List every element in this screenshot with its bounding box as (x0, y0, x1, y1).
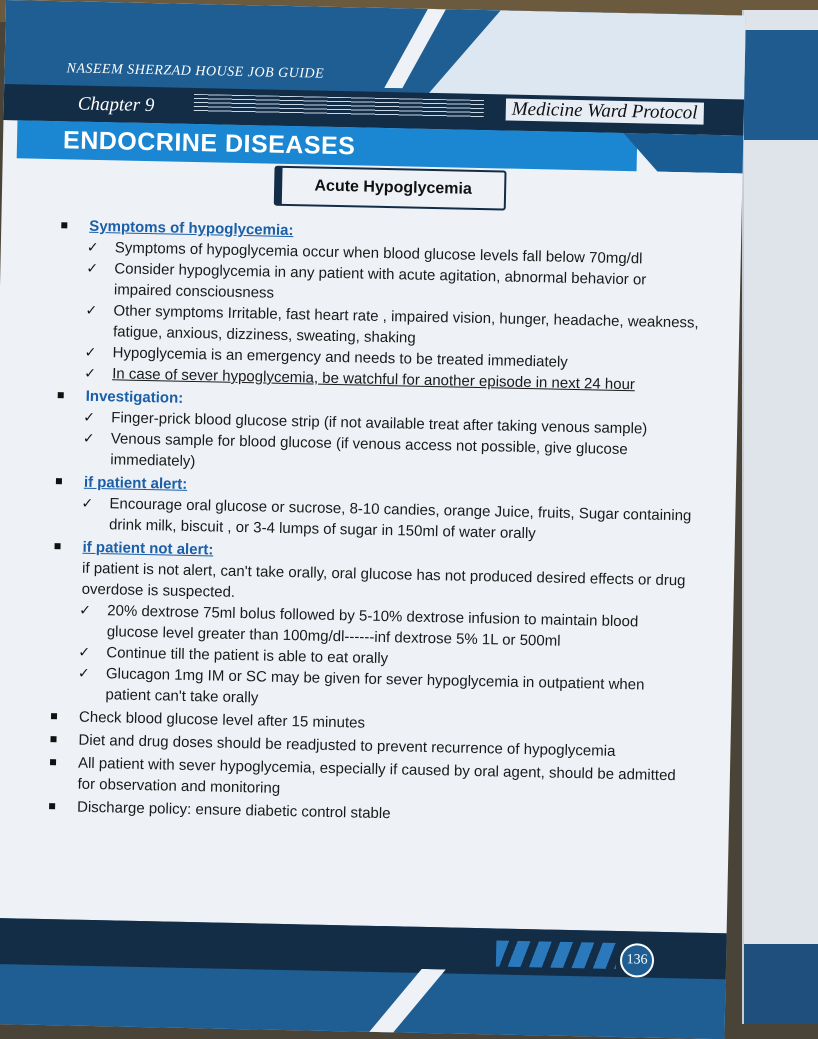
checkmark-icon: ✓ (86, 238, 99, 255)
adjacent-page-footer-band (744, 944, 818, 1024)
page-number: 136 (620, 943, 655, 978)
guide-title: NASEEM SHERZAD HOUSE JOB GUIDE (66, 61, 325, 82)
section-heading: Symptoms of hypoglycemia: (89, 217, 294, 240)
list-item: ✓ Symptoms of hypoglycemia occur when blood glucose levels fall below 70mg/dl (86, 238, 643, 268)
list-item: ✓ Continue till the patient is able to eat orally (78, 643, 389, 668)
not-alert-intro: if patient is not alert, can't take orally, oral glucose has not produced desired effects or drug overdose is suspected. (81, 559, 686, 601)
list-item: ✓ Venous sample for blood glucose (if venous access not possible, give glucose immediately) (82, 429, 628, 471)
section-heading: Investigation: (85, 387, 184, 407)
not-alert-list (51, 599, 693, 717)
checkmark-icon: ✓ (81, 494, 94, 511)
adjacent-page-header-band (744, 30, 818, 140)
square-bullet-icon (55, 543, 61, 549)
square-bullet-icon (50, 759, 56, 765)
square-bullet-icon (61, 222, 67, 228)
square-bullet-icon (56, 478, 62, 484)
checkmark-icon: ✓ (84, 364, 97, 381)
square-bullet-icon (50, 736, 56, 742)
final-bullet: Check blood glucose level after 15 minutes (51, 706, 691, 740)
chapter-title-bar-accent (623, 133, 746, 174)
list-item: ✓ Other symptoms Irritable, fast heart rate , impaired vision, hunger, headache, weakness, fatigue, anxious, dizziness, sweating, shaking (85, 301, 699, 347)
checkmark-icon: ✓ (77, 664, 90, 681)
list-item: ✓ Consider hypoglycemia in any patient with acute agitation, abnormal behavior or impaired consciousness (86, 259, 647, 302)
content-area (49, 213, 702, 830)
section-heading: if patient not alert: (82, 538, 214, 559)
topic-title: Acute Hypoglycemia (314, 177, 473, 198)
chapter-label: Chapter 9 (77, 93, 155, 117)
list-item: ✓ In case of sever hypoglycemia, be watchful for another episode in next 24 hour (84, 364, 636, 394)
list-item: ✓ Finger-prick blood glucose strip (if not available treat after taking venous sample) (83, 408, 648, 438)
section-heading: if patient alert: (83, 473, 188, 493)
checkmark-icon: ✓ (84, 343, 97, 360)
square-bullet-icon (49, 803, 55, 809)
final-bullet: Discharge policy: ensure diabetic control stable (49, 796, 689, 830)
list-item: ✓ Encourage oral glucose or sucrose, 8-10 candies, orange Juice, fruits, Sugar containing drink milk, biscuit , or 3-4 lumps of sugar in 150ml of water orally (81, 494, 692, 543)
adjacent-page (742, 10, 818, 1024)
topic-box (274, 166, 507, 211)
footer-chevron-pattern (496, 940, 617, 969)
checkmark-icon: ✓ (83, 408, 96, 425)
investigation-list (56, 406, 697, 482)
checkmark-icon: ✓ (85, 301, 98, 318)
checkmark-icon: ✓ (82, 429, 95, 446)
checkmark-icon: ✓ (78, 643, 91, 660)
final-bullet: Diet and drug doses should be readjusted to prevent recurrence of hypoglycemia (50, 729, 690, 763)
square-bullet-icon (58, 392, 64, 398)
chapter-title: ENDOCRINE DISEASES (62, 126, 356, 161)
list-item: ✓ 20% dextrose 75ml bolus followed by 5-10% dextrose infusion to maintain blood glucose level greater than 100mg/dl------inf dextrose 5% 1L or 500ml (79, 601, 639, 650)
protocol-label: Medicine Ward Protocol (506, 98, 704, 124)
square-bullet-icon (51, 713, 57, 719)
list-item: ✓ Glucagon 1mg IM or SC may be given for sever hypoglycemia in outpatient when patient can't take orally (77, 664, 645, 707)
final-bullet: All patient with sever hypoglycemia, especially if caused by oral agent, should be admitted for observation and monitoring (49, 752, 690, 807)
checkmark-icon: ✓ (86, 259, 99, 276)
symptoms-list (58, 236, 701, 396)
checkmark-icon: ✓ (79, 601, 92, 618)
list-item: ✓ Hypoglycemia is an emergency and needs to be treated immediately (84, 343, 568, 371)
